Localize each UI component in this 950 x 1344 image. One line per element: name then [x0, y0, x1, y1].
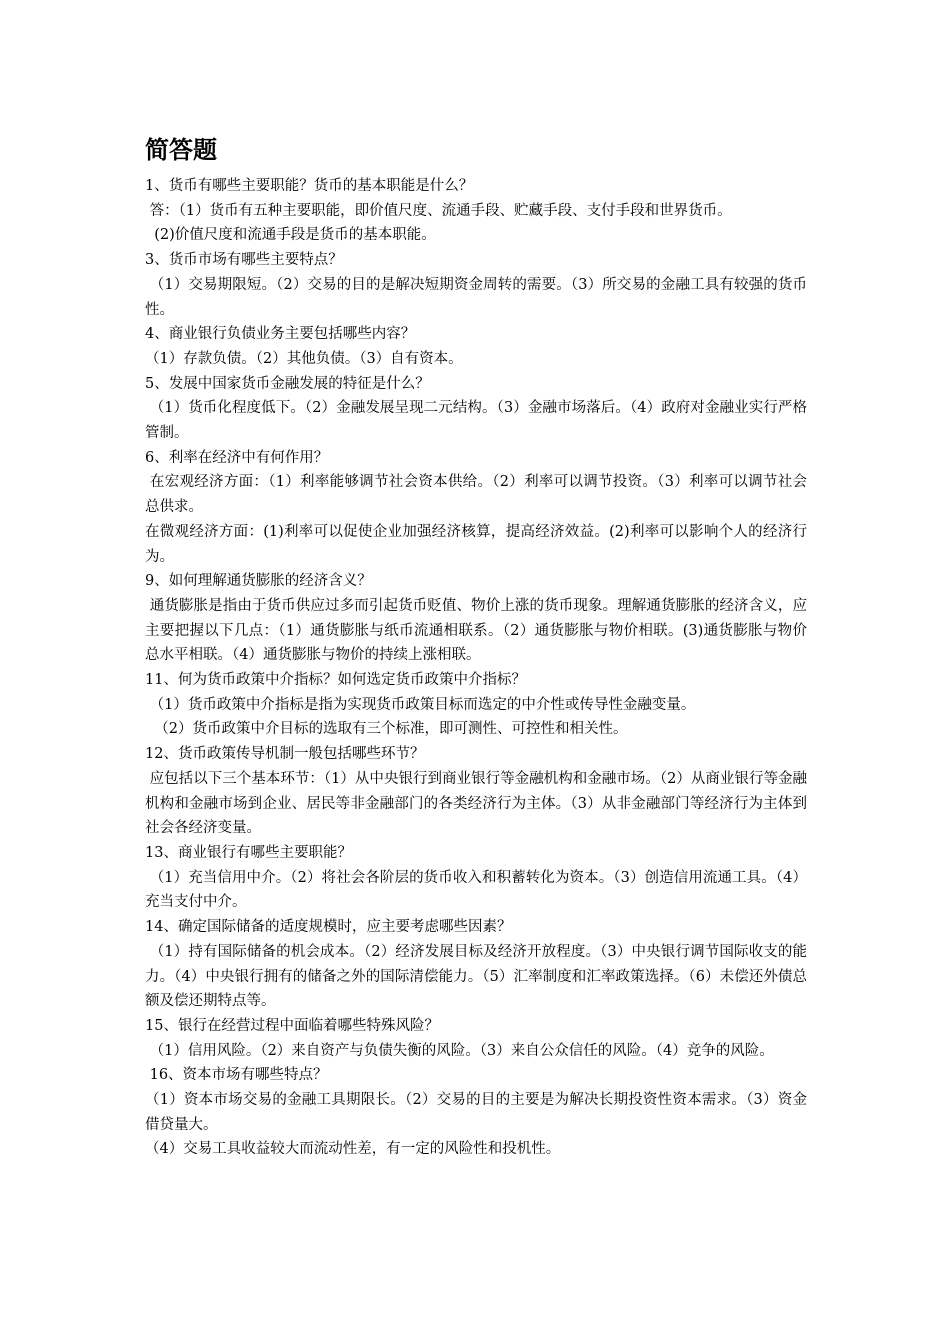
answer-text: （1）存款负债。（2）其他负债。（3）自有资本。 [145, 350, 463, 367]
answer-text: 在宏观经济方面：（1）利率能够调节社会资本供给。（2）利率可以调节投资。（3）利率可以调节社会总供求。 [145, 474, 807, 516]
question-text: 15、银行在经营过程中面临着哪些特殊风险？ [145, 1017, 439, 1034]
page-title: 简答题 [145, 136, 217, 164]
question-text: 6、利率在经济中有何作用？ [145, 449, 329, 466]
answer-text: （2）货币政策中介目标的选取有三个标准，即可测性、可控性和相关性。 [145, 721, 628, 738]
question-text: 4、商业银行负债业务主要包括哪些内容？ [145, 326, 416, 343]
answer-text: （1）持有国际储备的机会成本。（2）经济发展目标及经济开放程度。（3）中央银行调节国际收支的能力。（4）中央银行拥有的储备之外的国际清偿能力。（5）汇率制度和汇率政策选择。（6）未偿还外债总额及偿还期特点等。 [145, 943, 807, 1010]
question-text: 1、货币有哪些主要职能？货币的基本职能是什么？ [145, 178, 474, 194]
answer-text: （1）资本市场交易的金融工具期限长。（2）交易的目的主要是为解决长期投资性资本需求。（3）资金借贷量大。 [145, 1092, 807, 1133]
qa-item [145, 915, 807, 1014]
answer-text: 通货膨胀是指由于货币供应过多而引起货币贬值、物价上涨的货币现象。理解通货膨胀的经济含义，应主要把握以下几点：（1）通货膨胀与纸币流通相联系。（2）通货膨胀与物价相联。(3)通货膨胀与物价总水平相联。（4）通货膨胀与物价的持续上涨相联。 [145, 597, 807, 664]
answer-text: 答：（1）货币有五种主要职能，即价值尺度、流通手段、贮藏手段、支付手段和世界货币。 [145, 202, 732, 219]
answer-text: （1）充当信用中介。（2）将社会各阶层的货币收入和积蓄转化为资本。（3）创造信用流通工具。（4）充当支付中介。 [145, 869, 807, 911]
qa-item [145, 322, 807, 371]
question-text: 13、商业银行有哪些主要职能？ [145, 844, 352, 861]
qa-item [145, 1063, 807, 1162]
qa-item [145, 248, 807, 322]
answer-text: （4）交易工具收益较大而流动性差，有一定的风险性和投机性。 [145, 1141, 561, 1158]
qa-item [145, 174, 807, 248]
answer-text: (2)价值尺度和流通手段是货币的基本职能。 [145, 227, 436, 244]
answer-text: （1）交易期限短。（2）交易的目的是解决短期资金周转的需要。（3）所交易的金融工具有较强的货币性。 [145, 276, 807, 318]
question-text: 16、资本市场有哪些特点？ [145, 1067, 328, 1084]
document-page [145, 130, 807, 1162]
question-text: 14、确定国际储备的适度规模时，应主要考虑哪些因素？ [145, 919, 512, 936]
answer-text: 应包括以下三个基本环节：（1）从中央银行到商业银行等金融机构和金融市场。（2）从商业银行等金融机构和金融市场到企业、居民等非金融部门的各类经济行为主体。（3）从非金融部门等经济行为主体到社会各经济变量。 [145, 770, 808, 837]
answer-text: （1）货币化程度低下。（2）金融发展呈现二元结构。（3）金融市场落后。（4）政府对金融业实行严格管制。 [145, 400, 807, 442]
question-text: 5、发展中国家货币金融发展的特征是什么？ [145, 375, 430, 392]
qa-item [145, 668, 807, 742]
qa-item [145, 569, 807, 668]
question-text: 11、何为货币政策中介指标？如何选定货币政策中介指标？ [145, 672, 526, 689]
qa-item [145, 841, 807, 915]
question-text: 9、如何理解通货膨胀的经济含义？ [145, 573, 372, 590]
qa-item [145, 446, 807, 570]
answer-text: （1）信用风险。（2）来自资产与负债失衡的风险。（3）来自公众信任的风险。（4）竞争的风险。 [145, 1042, 774, 1059]
question-text: 12、货币政策传导机制一般包括哪些环节？ [145, 746, 425, 763]
qa-item [145, 1014, 807, 1063]
question-text: 3、货币市场有哪些主要特点？ [145, 252, 343, 269]
qa-item [145, 742, 807, 841]
answer-text: 在微观经济方面：(1)利率可以促使企业加强经济核算，提高经济效益。(2)利率可以影响个人的经济行为。 [145, 523, 807, 565]
answer-text: （1）货币政策中介指标是指为实现货币政策目标而选定的中介性或传导性金融变量。 [145, 696, 696, 713]
qa-item [145, 372, 807, 446]
